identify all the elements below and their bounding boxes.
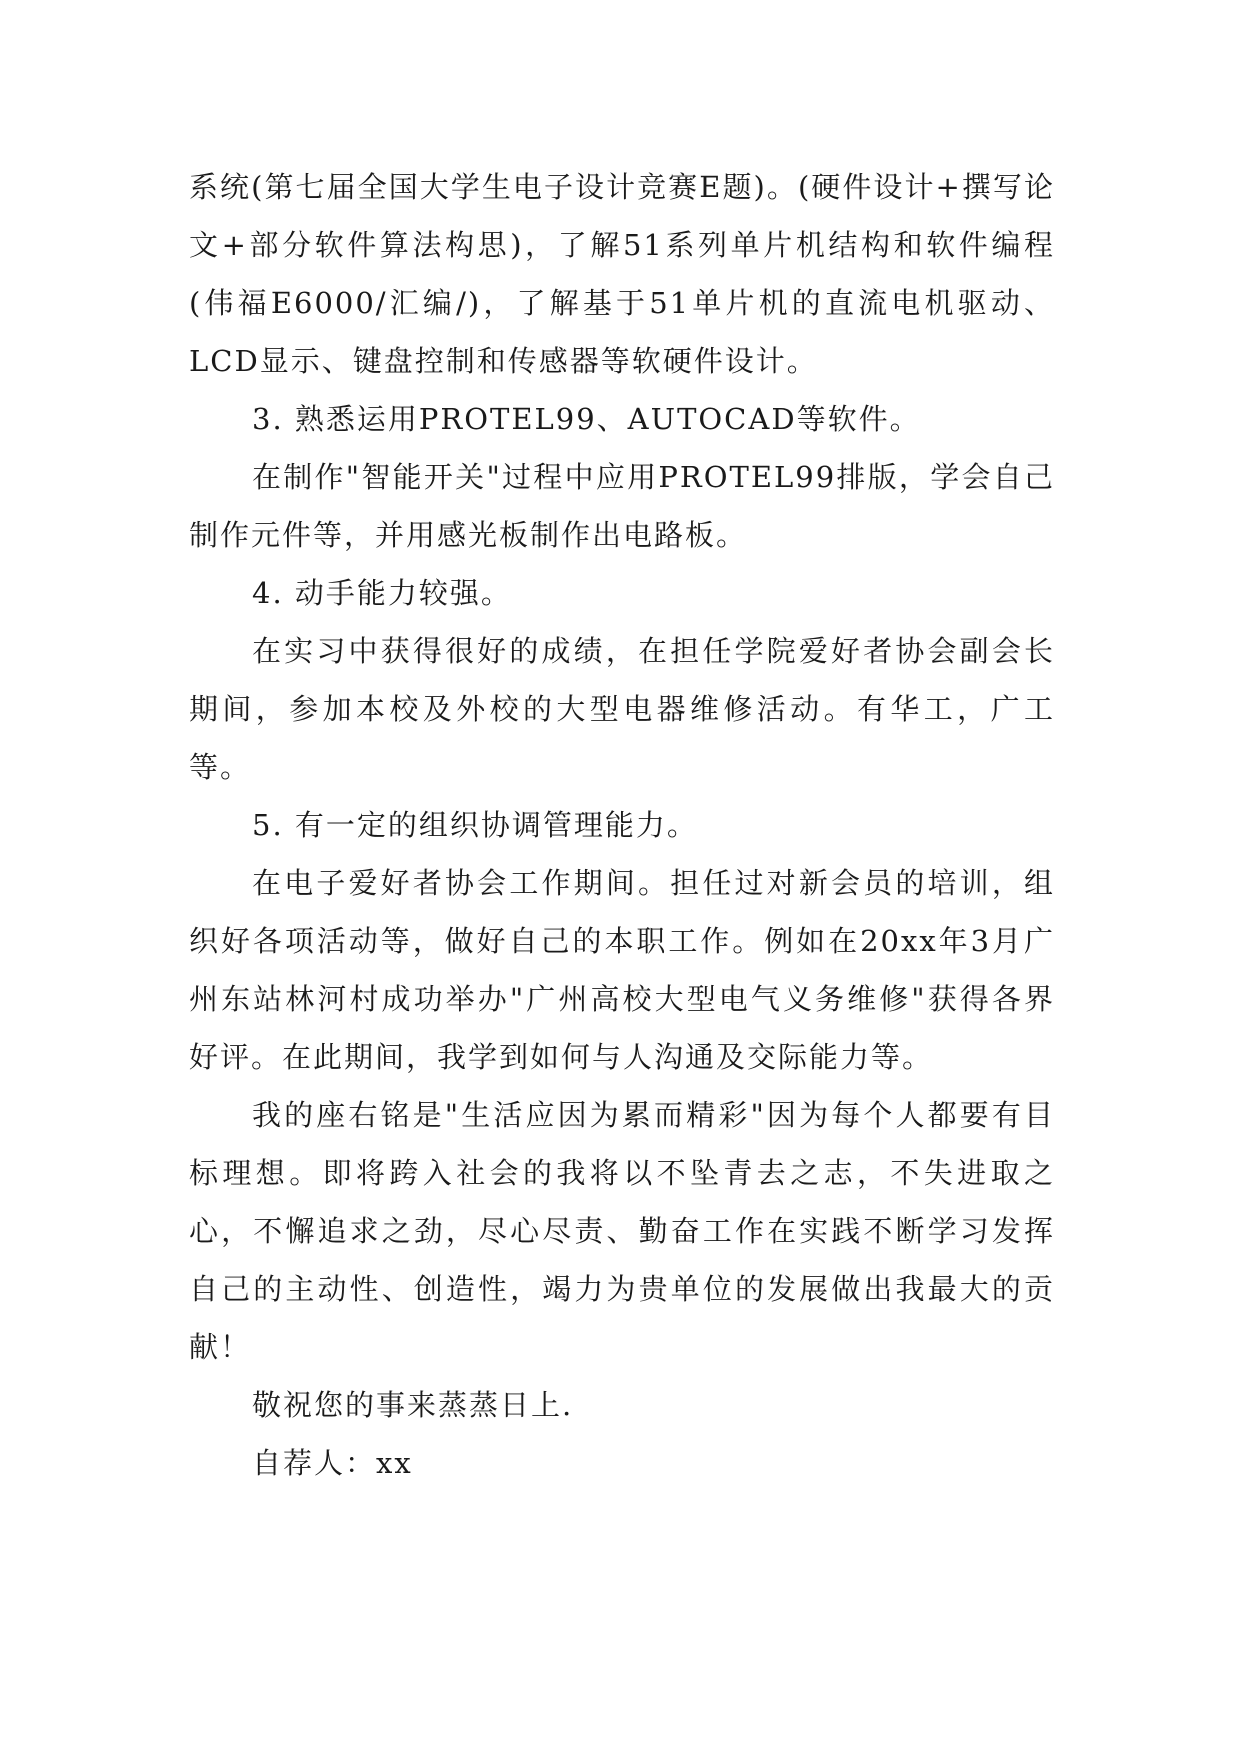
paragraph-item-4-detail: 在实习中获得很好的成绩，在担任学院爱好者协会副会长期间，参加本校及外校的大型电器维修活动。有华工，广工等。 (189, 634, 1055, 784)
paragraph-item-3-detail: 在制作"智能开关"过程中应用PROTEL99排版，学会自己制作元件等，并用感光板制作出电路板。 (189, 460, 1055, 552)
paragraph-closing: 敬祝您的事来蒸蒸日上. (252, 1388, 574, 1422)
paragraph-system-description: 系统(第七届全国大学生电子设计竞赛E题)。(硬件设计+撰写论文+部分软件算法构思)，了解51系列单片机结构和软件编程(伟福E6000/汇编/)，了解基于51单片机的直流电机驱动、LCD显示、键盘控制和传感器等软硬件设计。 (189, 170, 1055, 378)
paragraph-item-5-detail: 在电子爱好者协会工作期间。担任过对新会员的培训，组织好各项活动等，做好自己的本职工作。例如在20xx年3月广州东站林河村成功举办"广州高校大型电气义务维修"获得各界好评。在此期间，我学到如何与人沟通及交际能力等。 (189, 866, 1055, 1074)
paragraph-signature: 自荐人：xx (252, 1446, 413, 1480)
paragraph-item-3-heading: 3. 熟悉运用PROTEL99、AUTOCAD等软件。 (252, 402, 921, 436)
paragraph-item-5-heading: 5. 有一定的组织协调管理能力。 (252, 808, 698, 842)
paragraph-item-4-heading: 4. 动手能力较强。 (252, 576, 512, 610)
paragraph-motto: 我的座右铭是"生活应因为累而精彩"因为每个人都要有目标理想。即将跨入社会的我将以不坠青去之志，不失进取之心，不懈追求之劲，尽心尽责、勤奋工作在实践不断学习发挥自己的主动性、创造性，竭力为贵单位的发展做出我最大的贡献！ (189, 1098, 1055, 1364)
document-body (189, 158, 1055, 1492)
